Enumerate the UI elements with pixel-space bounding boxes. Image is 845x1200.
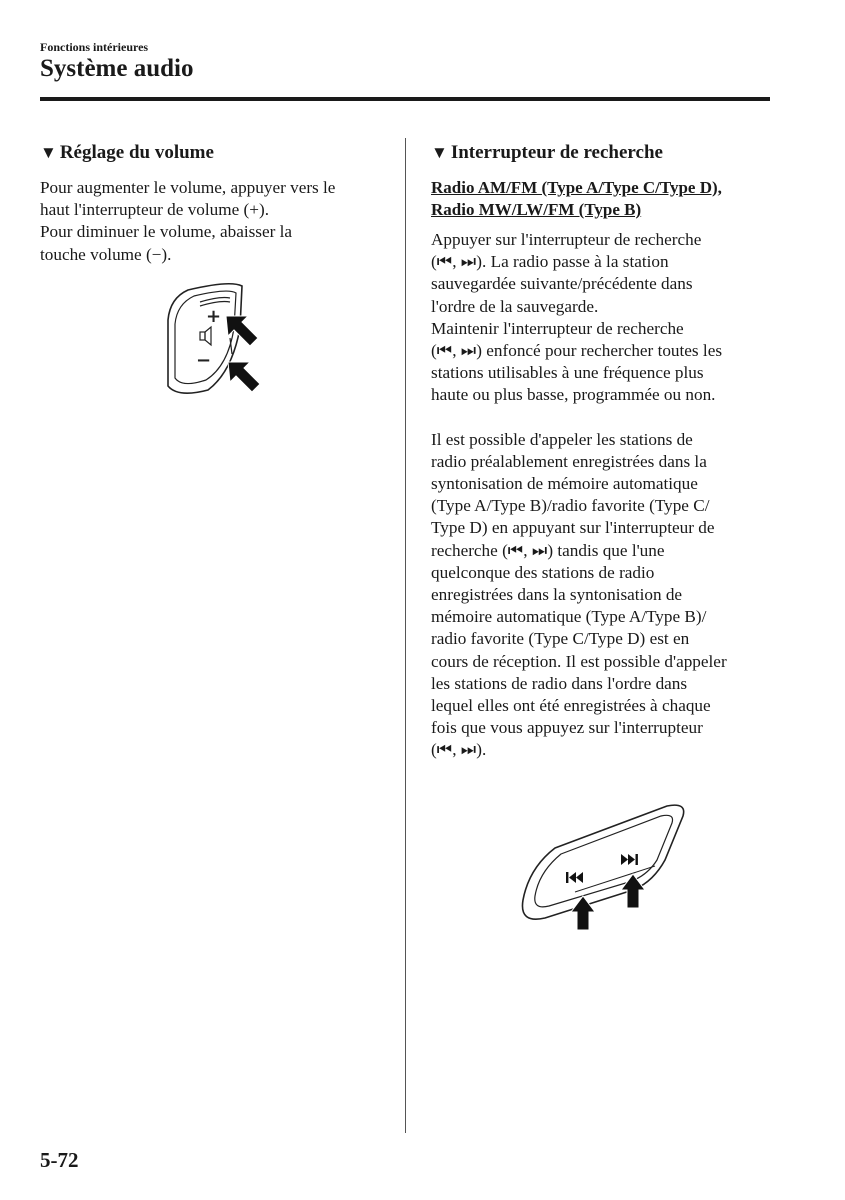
memory-text-line: radio favorite (Type C/Type D) est en xyxy=(431,629,690,649)
memory-text-line: (⏮, ⏭). xyxy=(431,740,487,760)
memory-text-line: lequel elles ont été enregistrées à chaque xyxy=(431,696,711,716)
volume-text-line: haut l'interrupteur de volume (+). xyxy=(40,200,269,220)
seek-section xyxy=(431,140,776,762)
volume-section xyxy=(40,140,390,266)
volume-text-line: touche volume (−). xyxy=(40,244,172,264)
memory-text-line: cours de réception. Il est possible d'appeler xyxy=(431,651,727,671)
memory-text-line: (Type A/Type B)/radio favorite (Type C/ xyxy=(431,496,710,516)
seek-text-line: l'ordre de la sauvegarde. xyxy=(431,296,599,316)
memory-text-line: enregistrées dans la syntonisation de xyxy=(431,585,683,605)
memory-text-line: les stations de radio dans l'ordre dans xyxy=(431,673,688,693)
memory-text-line: radio préalablement enregistrées dans la xyxy=(431,451,707,471)
seek-text-line: (⏮, ⏭) enfoncé pour rechercher toutes les xyxy=(431,341,723,361)
seek-heading: ▼ Interrupteur de recherche xyxy=(431,140,776,166)
column-divider xyxy=(405,138,406,1133)
volume-switch-illustration xyxy=(160,280,270,400)
arrow-icon xyxy=(228,362,260,392)
seek-text-line: sauvegardée suivante/précédente dans xyxy=(431,274,693,294)
header-divider xyxy=(40,97,770,101)
seek-text-line: stations utilisables à une fréquence plus xyxy=(431,363,704,383)
memory-text-line: fois que vous appuyez sur l'interrupteur xyxy=(431,718,703,738)
page-number: 5-72 xyxy=(40,1148,79,1172)
memory-text-line: mémoire automatique (Type A/Type B)/ xyxy=(431,607,707,627)
seek-text-line: (⏮, ⏭). La radio passe à la station xyxy=(431,252,669,272)
plus-label: + xyxy=(206,306,222,327)
section-label: Fonctions intérieures xyxy=(40,40,149,54)
memory-text-line: Type D) en appuyant sur l'interrupteur de xyxy=(431,518,715,538)
seek-text-line: haute ou plus basse, programmée ou non. xyxy=(431,385,716,405)
triangle-bullet-icon: ▼ xyxy=(40,143,57,162)
volume-heading: ▼ Réglage du volume xyxy=(40,140,390,166)
triangle-bullet-icon: ▼ xyxy=(431,143,448,162)
memory-text-line: quelconque des stations de radio xyxy=(431,562,655,582)
memory-text-line: syntonisation de mémoire automatique xyxy=(431,474,698,494)
memory-text-line: recherche (⏮, ⏭) tandis que l'une xyxy=(431,540,665,560)
seek-text-line: Maintenir l'interrupteur de recherche xyxy=(431,318,684,338)
memory-text-line: Il est possible d'appeler les stations de xyxy=(431,429,693,449)
minus-label: − xyxy=(196,350,212,371)
seek-text-line: Appuyer sur l'interrupteur de recherche xyxy=(431,230,702,249)
radio-type-subheading: Radio AM/FM (Type A/Type C/Type D), Radio MW/LW/FM (Type B) xyxy=(431,178,722,219)
seek-switch-illustration xyxy=(515,800,690,935)
page-title: Système audio xyxy=(40,55,194,82)
volume-text-line: Pour augmenter le volume, appuyer vers le xyxy=(40,178,336,197)
volume-text-line: Pour diminuer le volume, abaisser la xyxy=(40,222,293,242)
